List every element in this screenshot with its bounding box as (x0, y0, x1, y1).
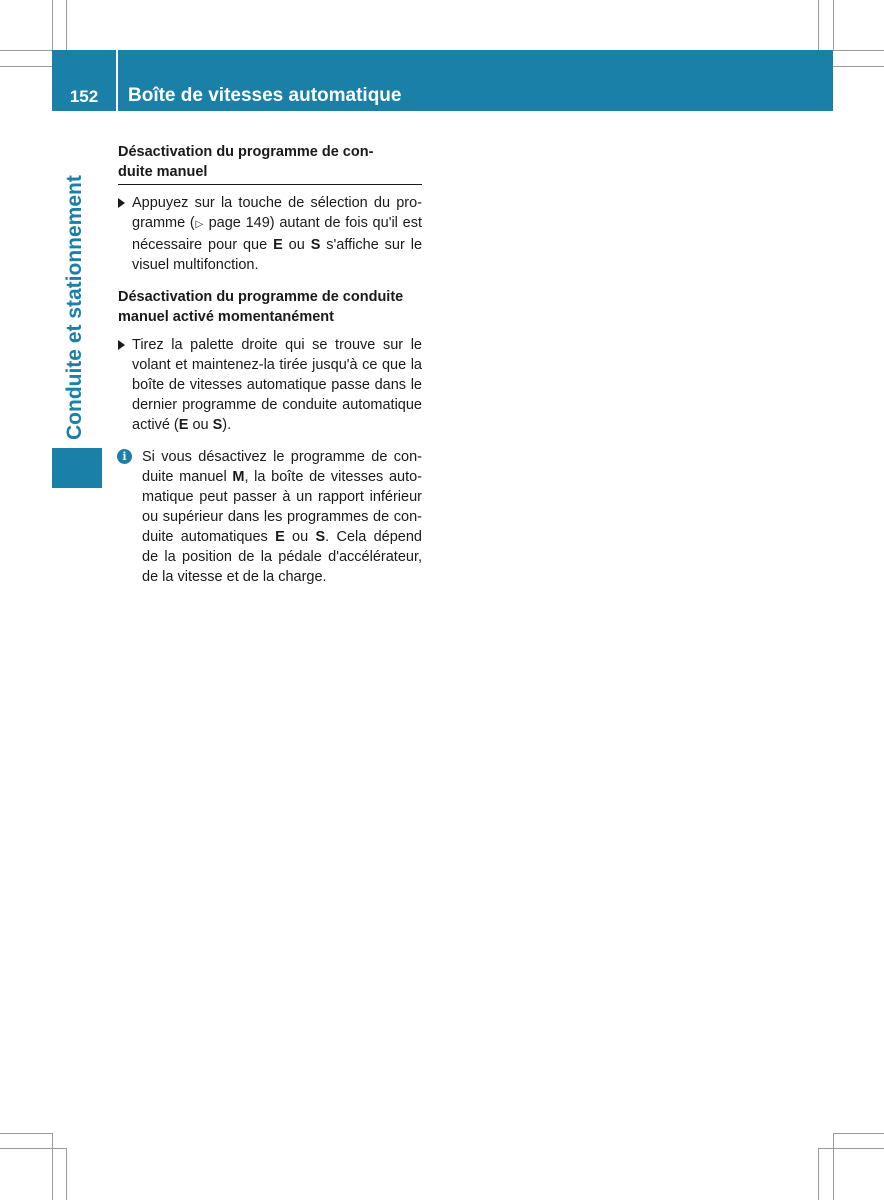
mode-letter: S (212, 417, 223, 433)
instruction-step-1 (118, 193, 422, 275)
heading-line: Désactivation du programme de conduite (118, 289, 404, 305)
info-icon: i (117, 449, 132, 464)
crop-mark (52, 1133, 53, 1200)
info-note (118, 447, 422, 587)
side-chapter-label: Conduite et stationnement (63, 175, 86, 440)
content-column (118, 142, 422, 587)
header-divider (116, 50, 118, 111)
mode-letter: E (178, 417, 189, 433)
info-text (132, 447, 422, 587)
crop-mark (818, 1148, 884, 1149)
info-text-part: . Cela dépend de la position de la pédale d'accélérateur, de la vitesse et de la charge. (142, 529, 423, 585)
crop-mark (833, 0, 834, 50)
section-heading-2 (118, 287, 422, 327)
crop-mark (833, 50, 884, 51)
step-text: ou (282, 237, 311, 253)
crop-mark (0, 1133, 52, 1134)
step-text: ou (188, 417, 213, 433)
step-text: s'affiche sur le visuel multifonction. (132, 237, 423, 273)
info-text-part: ou (284, 529, 316, 545)
crop-mark (833, 66, 884, 67)
page-number: 152 (69, 87, 99, 106)
heading-line: manuel activé momentanément (118, 309, 334, 325)
step-text: ). (222, 417, 232, 433)
info-text-part: , la boîte de vitesses auto-matique peut passer à un rapport inférieur ou supérieur dans les programmes de con-duite automatiques (142, 469, 423, 545)
step-triangle-icon (118, 340, 125, 350)
mode-letter: M (232, 469, 245, 485)
crop-mark (833, 1133, 884, 1134)
mode-letter: E (273, 237, 283, 253)
instruction-step-2 (118, 335, 422, 435)
crop-mark (52, 0, 53, 50)
step-text: Tirez la palette droite qui se trouve sur le volant et maintenez-la tirée jusqu'à ce que la boîte de vitesses automatique passe dans le dernier programme de conduite automatique activé ( (132, 337, 422, 433)
mode-letter: S (315, 529, 326, 545)
crop-mark (66, 0, 67, 50)
crop-mark (833, 1133, 834, 1200)
crop-mark (0, 66, 52, 67)
mode-letter: S (310, 237, 321, 253)
crop-mark (0, 1148, 66, 1149)
heading-line: duite manuel (118, 164, 208, 180)
side-chapter-tab (52, 448, 102, 488)
step-triangle-icon (118, 198, 125, 208)
crop-mark (0, 50, 52, 51)
info-text-part: Si vous désactivez le programme de con-duite manuel (142, 449, 422, 485)
crop-mark (818, 0, 819, 50)
mode-letter: E (275, 529, 285, 545)
crop-mark (66, 1148, 67, 1200)
step-text: Appuyez sur la touche de sélection du pro-gramme ( (132, 195, 422, 231)
section-heading-1 (118, 142, 422, 185)
heading-line: Désactivation du programme de con- (118, 144, 374, 160)
page-ref-arrow-icon: ▷ (194, 219, 204, 230)
page-title: Boîte de vitesses automatique (128, 85, 402, 106)
crop-mark (818, 1148, 819, 1200)
page-reference-link[interactable]: page 149) autant de fois qu'il est nécessaire pour que (132, 215, 422, 253)
